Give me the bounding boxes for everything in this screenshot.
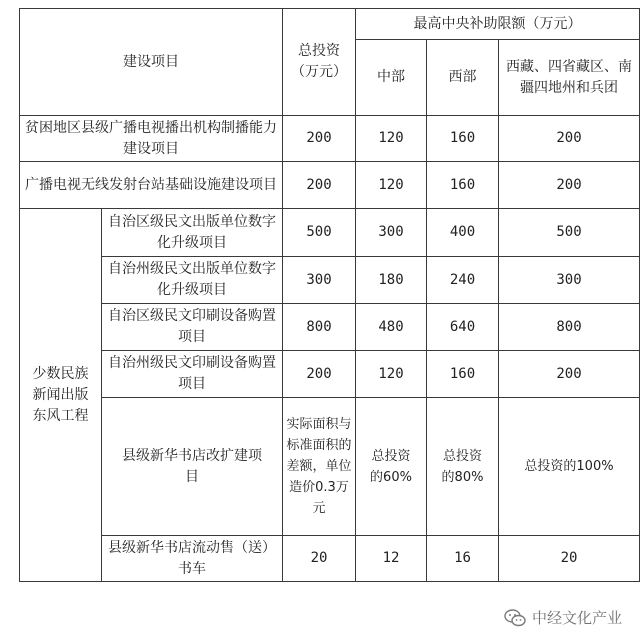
cell-total: 200 xyxy=(283,162,356,209)
row-name: 自治区级民文出版单位数字化升级项目 xyxy=(102,209,283,257)
header-total-invest: 总投资（万元） xyxy=(283,9,356,116)
cell-tibet: 总投资的100% xyxy=(499,398,640,536)
header-western: 西部 xyxy=(427,40,499,116)
wechat-icon xyxy=(504,609,526,627)
table-row xyxy=(20,536,640,582)
cell-total: 实际面积与标准面积的差额，单位造价0.3万元 xyxy=(283,398,356,536)
row-name: 自治州级民文印刷设备购置项目 xyxy=(102,351,283,398)
row-name: 广播电视无线发射台站基础设施建设项目 xyxy=(20,162,283,209)
table-row xyxy=(20,304,640,351)
cell-central: 120 xyxy=(356,351,427,398)
cell-total: 20 xyxy=(283,536,356,582)
cell-total: 300 xyxy=(283,257,356,304)
cell-central: 480 xyxy=(356,304,427,351)
header-central: 中部 xyxy=(356,40,427,116)
cell-western: 160 xyxy=(427,162,499,209)
watermark xyxy=(504,607,622,628)
cell-central: 120 xyxy=(356,162,427,209)
cell-central: 300 xyxy=(356,209,427,257)
subsidy-table xyxy=(19,8,640,582)
group-label: 少数民族新闻出版东风工程 xyxy=(20,209,102,582)
table-row xyxy=(20,162,640,209)
cell-tibet: 200 xyxy=(499,116,640,162)
cell-total: 200 xyxy=(283,116,356,162)
table-row xyxy=(20,257,640,304)
table-row xyxy=(20,351,640,398)
table-row xyxy=(20,116,640,162)
cell-total: 200 xyxy=(283,351,356,398)
cell-total: 500 xyxy=(283,209,356,257)
cropped-heading xyxy=(110,0,270,5)
cell-tibet: 200 xyxy=(499,162,640,209)
cell-tibet: 20 xyxy=(499,536,640,582)
watermark-text: 中经文化产业 xyxy=(531,609,622,627)
row-name: 县级新华书店流动售（送）书车 xyxy=(102,536,283,582)
cell-western: 160 xyxy=(427,116,499,162)
header-project: 建设项目 xyxy=(20,9,283,116)
cell-western: 16 xyxy=(427,536,499,582)
cell-central: 120 xyxy=(356,116,427,162)
cell-western: 总投资的80% xyxy=(427,398,499,536)
cell-western: 160 xyxy=(427,351,499,398)
cell-central: 180 xyxy=(356,257,427,304)
cell-western: 400 xyxy=(427,209,499,257)
header-max-subsidy: 最高中央补助限额（万元） xyxy=(356,9,640,40)
row-name: 自治区级民文印刷设备购置项目 xyxy=(102,304,283,351)
cell-tibet: 800 xyxy=(499,304,640,351)
row-name: 自治州级民文出版单位数字化升级项目 xyxy=(102,257,283,304)
table-row xyxy=(20,398,640,536)
cell-total: 800 xyxy=(283,304,356,351)
row-name: 贫困地区县级广播电视播出机构制播能力建设项目 xyxy=(20,116,283,162)
cell-tibet: 300 xyxy=(499,257,640,304)
cell-central: 总投资的60% xyxy=(356,398,427,536)
cell-western: 640 xyxy=(427,304,499,351)
cell-tibet: 500 xyxy=(499,209,640,257)
header-tibet: 西藏、四省藏区、南疆四地州和兵团 xyxy=(499,40,640,116)
row-name: 县级新华书店改扩建项目 xyxy=(102,398,283,536)
table-row xyxy=(20,209,640,257)
cell-tibet: 200 xyxy=(499,351,640,398)
cell-western: 240 xyxy=(427,257,499,304)
cell-central: 12 xyxy=(356,536,427,582)
